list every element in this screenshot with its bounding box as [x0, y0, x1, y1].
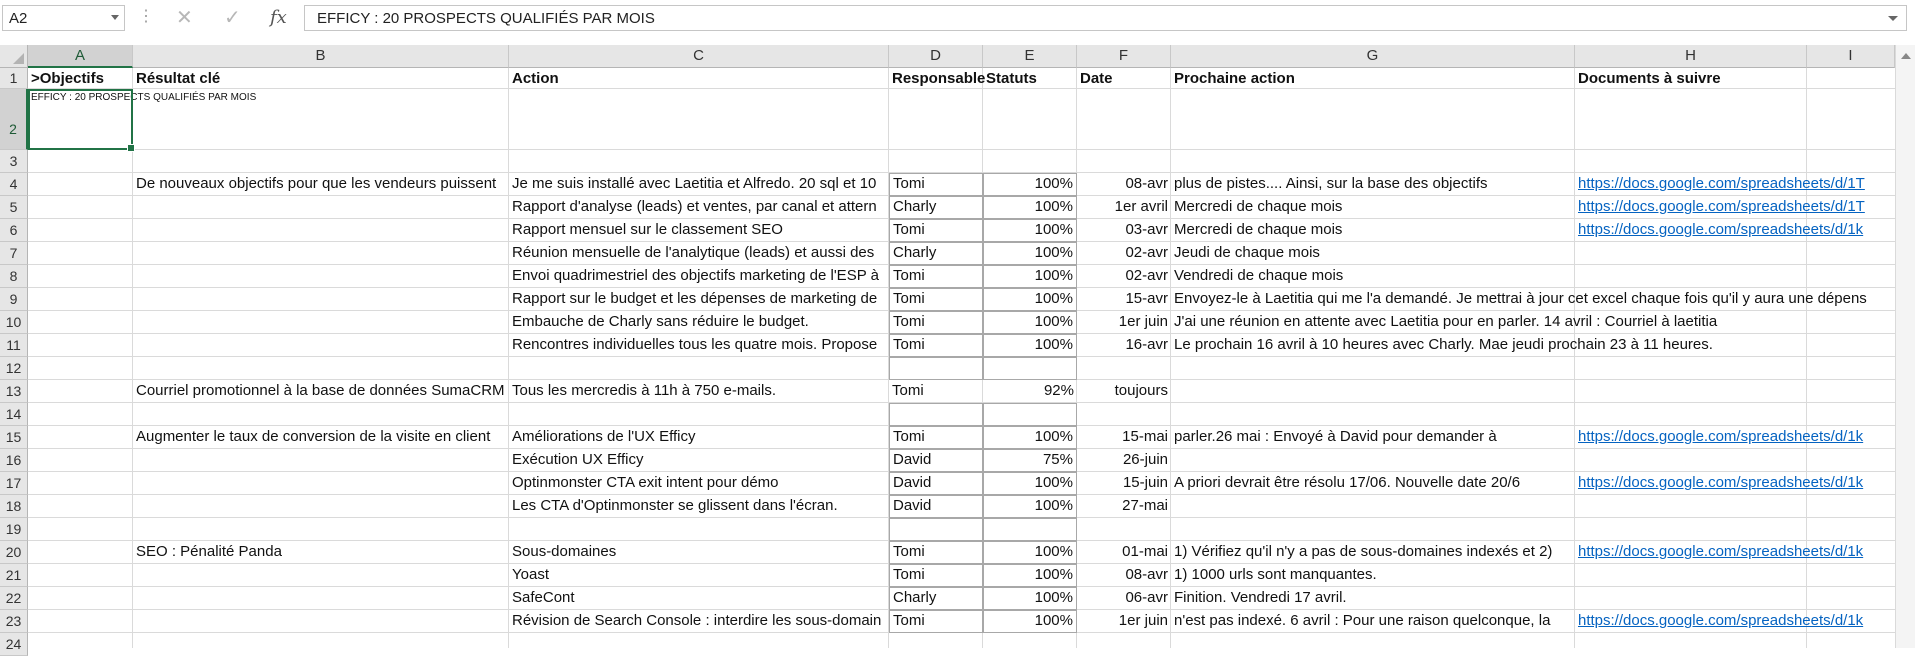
cell-f6[interactable]: 03-avr	[1125, 221, 1168, 238]
cell-e6[interactable]: 100%	[983, 219, 1077, 242]
cell-d23[interactable]: Tomi	[889, 610, 983, 633]
cell-g7[interactable]: Jeudi de chaque mois	[1174, 244, 1320, 261]
cell-h4-link[interactable]: https://docs.google.com/spreadsheets/d/1T	[1578, 175, 1865, 192]
cell-d1[interactable]: Responsable	[892, 70, 986, 87]
cell-f20[interactable]: 01-mai	[1122, 543, 1168, 560]
cell-e1[interactable]: Statuts	[986, 70, 1037, 87]
cell-h1[interactable]: Documents à suivre	[1578, 70, 1721, 87]
row-header-18[interactable]: 18	[0, 495, 28, 518]
cell-b20[interactable]: SEO : Pénalité Panda	[136, 543, 282, 560]
cell-d14[interactable]	[889, 403, 983, 426]
cell-d20[interactable]: Tomi	[889, 541, 983, 564]
cell-e15[interactable]: 100%	[983, 426, 1077, 449]
cell-g10[interactable]: J'ai une réunion en attente avec Laetitia pour en parler. 14 avril : Courriel à laetitia	[1174, 313, 1718, 330]
cell-c23[interactable]: Révision de Search Console : interdire les sous-domain	[512, 612, 882, 629]
cell-c18[interactable]: Les CTA d'Optinmonster se glissent dans l'écran.	[512, 497, 838, 514]
cell-d15[interactable]: Tomi	[889, 426, 983, 449]
formula-bar	[0, 0, 1915, 46]
cell-d18[interactable]: David	[889, 495, 983, 518]
cell-g11[interactable]: Le prochain 16 avril à 10 heures avec Charly. Mae jeudi prochain 23 à 11 heures.	[1174, 336, 1713, 353]
cell-b13[interactable]: Courriel promotionnel à la base de données SumaCRM	[136, 382, 505, 399]
cell-g4[interactable]: plus de pistes.... Ainsi, sur la base des objectifs	[1174, 175, 1488, 192]
cell-e22[interactable]: 100%	[983, 587, 1077, 610]
cell-e7[interactable]: 100%	[983, 242, 1077, 265]
row-header-19[interactable]: 19	[0, 518, 28, 541]
cell-g5[interactable]: Mercredi de chaque mois	[1174, 198, 1343, 215]
cell-e13[interactable]: 92%	[1043, 382, 1074, 399]
cell-d10[interactable]: Tomi	[889, 311, 983, 334]
cell-c4[interactable]: Je me suis installé avec Laetitia et Alfredo. 20 sql et 10	[512, 175, 877, 192]
name-box-value: A2	[9, 10, 28, 27]
cell-c13[interactable]: Tous les mercredis à 11h à 750 e-mails.	[512, 382, 777, 399]
cell-f22[interactable]: 06-avr	[1125, 589, 1168, 606]
cell-d21[interactable]: Tomi	[889, 564, 983, 587]
formula-input[interactable]	[304, 5, 1907, 31]
row-header-24[interactable]: 24	[0, 633, 28, 656]
cell-d7[interactable]: Charly	[889, 242, 983, 265]
cell-e17[interactable]: 100%	[983, 472, 1077, 495]
row-header-13[interactable]: 13	[0, 380, 28, 403]
enter-icon[interactable]: ✓	[224, 7, 241, 29]
column-header-i[interactable]: I	[1807, 45, 1895, 68]
cell-b15[interactable]: Augmenter le taux de conversion de la visite en client	[136, 428, 491, 445]
column-header-f[interactable]: F	[1077, 45, 1171, 68]
cell-c8[interactable]: Envoi quadrimestriel des objectifs marketing de l'ESP à	[512, 267, 879, 284]
cell-e4[interactable]: 100%	[983, 173, 1077, 196]
cell-h6-link[interactable]: https://docs.google.com/spreadsheets/d/1k	[1578, 221, 1864, 238]
chevron-down-icon[interactable]	[111, 15, 119, 20]
row-header-5[interactable]: 5	[0, 196, 28, 219]
cell-h23-link[interactable]: https://docs.google.com/spreadsheets/d/1k	[1578, 612, 1864, 629]
more-options-icon[interactable]: ⋮	[138, 8, 154, 25]
cell-d8[interactable]: Tomi	[889, 265, 983, 288]
cell-c7[interactable]: Réunion mensuelle de l'analytique (leads) et aussi des	[512, 244, 875, 261]
cell-d16[interactable]: David	[889, 449, 983, 472]
row-header-14[interactable]: 14	[0, 403, 28, 426]
insert-function-icon[interactable]: fx	[270, 7, 287, 28]
cell-d6[interactable]: Tomi	[889, 219, 983, 242]
cell-h20-link[interactable]: https://docs.google.com/spreadsheets/d/1k	[1578, 543, 1864, 560]
cell-g22[interactable]: Finition. Vendredi 17 avril.	[1174, 589, 1347, 606]
cell-g9[interactable]: Envoyez-le à Laetitia qui me l'a demandé. Je mettrai à jour cet excel chaque fois qu'il y aura une dépens	[1174, 290, 1867, 307]
cell-f15[interactable]: 15-mai	[1122, 428, 1168, 445]
row-header-23[interactable]: 23	[0, 610, 28, 633]
cancel-icon[interactable]: ✕	[176, 7, 193, 29]
cell-c11[interactable]: Rencontres individuelles tous les quatre mois. Propose	[512, 336, 878, 353]
cell-c10[interactable]: Embauche de Charly sans réduire le budget.	[512, 313, 809, 330]
cell-h15-link[interactable]: https://docs.google.com/spreadsheets/d/1k	[1578, 428, 1864, 445]
cell-c21[interactable]: Yoast	[512, 566, 549, 583]
cell-d12[interactable]	[889, 357, 983, 380]
cell-d19[interactable]	[889, 518, 983, 541]
cell-g15[interactable]: parler.26 mai : Envoyé à David pour demander à	[1174, 428, 1497, 445]
cell-f17[interactable]: 15-juin	[1122, 474, 1168, 491]
cell-e20[interactable]: 100%	[983, 541, 1077, 564]
cell-d11[interactable]: Tomi	[889, 334, 983, 357]
row-header-7[interactable]: 7	[0, 242, 28, 265]
row-header-17[interactable]: 17	[0, 472, 28, 495]
cell-c15[interactable]: Améliorations de l'UX Efficy	[512, 428, 696, 445]
cell-h5-link[interactable]: https://docs.google.com/spreadsheets/d/1T	[1578, 198, 1865, 215]
row-header-12[interactable]: 12	[0, 357, 28, 380]
row-header-15[interactable]: 15	[0, 426, 28, 449]
cell-h17-link[interactable]: https://docs.google.com/spreadsheets/d/1k	[1578, 474, 1864, 491]
row-header-6[interactable]: 6	[0, 219, 28, 242]
cell-g6[interactable]: Mercredi de chaque mois	[1174, 221, 1343, 238]
vertical-scrollbar[interactable]	[1895, 45, 1915, 648]
formula-value: EFFICY : 20 PROSPECTS QUALIFIÉS PAR MOIS	[317, 10, 655, 27]
cell-g21[interactable]: 1) 1000 urls sont manquantes.	[1174, 566, 1377, 583]
cell-f10[interactable]: 1er juin	[1118, 313, 1168, 330]
cell-a2[interactable]: EFFICY : 20 PROSPECTS QUALIFIÉS PAR MOIS	[31, 92, 257, 103]
cell-a1[interactable]: >Objectifs	[31, 70, 104, 87]
cell-b1[interactable]: Résultat clé	[136, 70, 221, 87]
cell-f13[interactable]: toujours	[1114, 382, 1168, 399]
cell-g20[interactable]: 1) Vérifiez qu'il n'y a pas de sous-domaines indexés et 2)	[1174, 543, 1553, 560]
cell-f1[interactable]: Date	[1080, 70, 1113, 87]
cell-d17[interactable]: David	[889, 472, 983, 495]
cell-e23[interactable]: 100%	[983, 610, 1077, 633]
row-header-20[interactable]: 20	[0, 541, 28, 564]
cell-c16[interactable]: Exécution UX Efficy	[512, 451, 644, 468]
cell-f21[interactable]: 08-avr	[1125, 566, 1168, 583]
cell-c9[interactable]: Rapport sur le budget et les dépenses de marketing de	[512, 290, 878, 307]
cell-e12[interactable]	[983, 357, 1077, 380]
cell-e19[interactable]	[983, 518, 1077, 541]
column-header-c[interactable]: C	[509, 45, 889, 68]
cell-f9[interactable]: 15-avr	[1125, 290, 1168, 307]
cell-e8[interactable]: 100%	[983, 265, 1077, 288]
cell-e14[interactable]	[983, 403, 1077, 426]
cell-e21[interactable]: 100%	[983, 564, 1077, 587]
cell-c6[interactable]: Rapport mensuel sur le classement SEO	[512, 221, 783, 238]
cell-d4[interactable]: Tomi	[889, 173, 983, 196]
cell-e5[interactable]: 100%	[983, 196, 1077, 219]
cell-d13[interactable]: Tomi	[892, 382, 924, 399]
select-all-icon	[13, 53, 24, 64]
cell-g17[interactable]: A priori devrait être résolu 17/06. Nouvelle date 20/6	[1174, 474, 1521, 491]
cell-e9[interactable]: 100%	[983, 288, 1077, 311]
cell-c22[interactable]: SafeCont	[512, 589, 575, 606]
cell-d5[interactable]: Charly	[889, 196, 983, 219]
cell-f4[interactable]: 08-avr	[1125, 175, 1168, 192]
cell-b4[interactable]: De nouveaux objectifs pour que les vendeurs puissent	[136, 175, 497, 192]
cell-f7[interactable]: 02-avr	[1125, 244, 1168, 261]
row-header-8[interactable]: 8	[0, 265, 28, 288]
row-header-9[interactable]: 9	[0, 288, 28, 311]
worksheet-grid[interactable]	[0, 45, 1915, 652]
cell-g1[interactable]: Prochaine action	[1174, 70, 1295, 87]
column-header-h[interactable]: H	[1575, 45, 1807, 68]
select-all-button[interactable]	[0, 45, 28, 68]
row-header-22[interactable]: 22	[0, 587, 28, 610]
name-box[interactable]	[2, 5, 125, 31]
row-header-1[interactable]: 1	[0, 68, 28, 89]
row-header-2[interactable]: 2	[0, 89, 28, 150]
cell-e10[interactable]: 100%	[983, 311, 1077, 334]
column-header-e[interactable]: E	[983, 45, 1077, 68]
row-header-16[interactable]: 16	[0, 449, 28, 472]
cell-d9[interactable]: Tomi	[889, 288, 983, 311]
cell-f23[interactable]: 1er juin	[1118, 612, 1168, 629]
cell-f5[interactable]: 1er avril	[1114, 198, 1168, 215]
cell-e11[interactable]: 100%	[983, 334, 1077, 357]
gridline	[28, 149, 1895, 150]
row-header-10[interactable]: 10	[0, 311, 28, 334]
row-header-21[interactable]: 21	[0, 564, 28, 587]
expand-formula-icon[interactable]	[1888, 16, 1898, 21]
cell-d22[interactable]: Charly	[889, 587, 983, 610]
row-header-4[interactable]: 4	[0, 173, 28, 196]
row-header-11[interactable]: 11	[0, 334, 28, 357]
cell-f18[interactable]: 27-mai	[1122, 497, 1168, 514]
cell-f8[interactable]: 02-avr	[1125, 267, 1168, 284]
cell-c17[interactable]: Optinmonster CTA exit intent pour démo	[512, 474, 779, 491]
scroll-up-icon[interactable]	[1901, 53, 1911, 59]
fill-handle[interactable]	[127, 144, 135, 152]
cell-c5[interactable]: Rapport d'analyse (leads) et ventes, par canal et attern	[512, 198, 877, 215]
column-header-b[interactable]: B	[133, 45, 509, 68]
column-header-d[interactable]: D	[889, 45, 983, 68]
cell-f16[interactable]: 26-juin	[1122, 451, 1168, 468]
cell-g8[interactable]: Vendredi de chaque mois	[1174, 267, 1344, 284]
column-header-a[interactable]: A	[28, 45, 133, 68]
cell-e18[interactable]: 100%	[983, 495, 1077, 518]
cell-c1[interactable]: Action	[512, 70, 559, 87]
cell-f11[interactable]: 16-avr	[1125, 336, 1168, 353]
cell-c20[interactable]: Sous-domaines	[512, 543, 617, 560]
cell-g23[interactable]: n'est pas indexé. 6 avril : Pour une raison quelconque, la	[1174, 612, 1551, 629]
cell-e16[interactable]: 75%	[983, 449, 1077, 472]
row-header-3[interactable]: 3	[0, 150, 28, 173]
column-header-g[interactable]: G	[1171, 45, 1575, 68]
